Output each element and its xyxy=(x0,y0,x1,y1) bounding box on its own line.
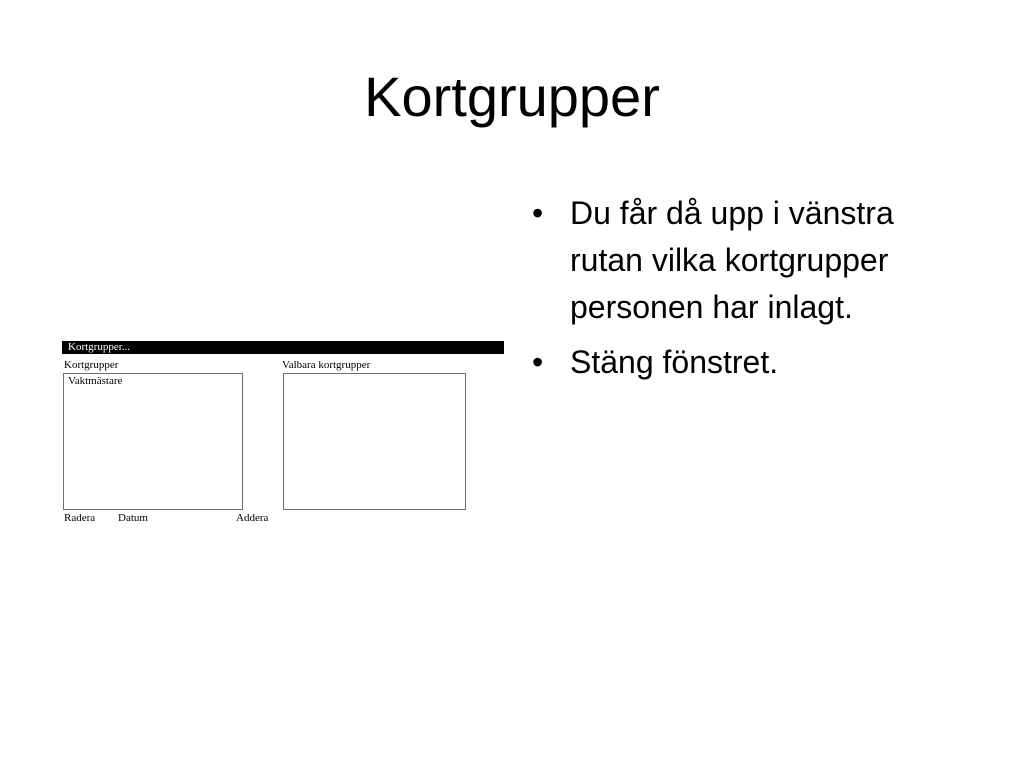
addera-button[interactable]: Addera xyxy=(236,512,269,524)
bullet-glyph: • xyxy=(532,195,544,231)
slide-title: Kortgrupper xyxy=(364,65,660,128)
kortgrupper-dialog xyxy=(62,340,504,530)
radera-button[interactable]: Radera xyxy=(64,512,96,524)
bullet-item xyxy=(532,190,972,331)
bullet-list xyxy=(532,190,972,394)
dialog-title: Kortgrupper... xyxy=(68,341,131,353)
left-list-label: Kortgrupper xyxy=(64,359,119,371)
bullet-item xyxy=(532,339,972,386)
dialog-titlebar[interactable] xyxy=(62,341,504,354)
bullet-text: Du får då upp i vänstra rutan vilka kortgrupper personen har inlagt. xyxy=(570,195,894,325)
bullet-glyph: • xyxy=(532,344,544,380)
kortgrupper-listbox[interactable] xyxy=(63,373,243,510)
list-item[interactable]: Vaktmästare xyxy=(68,375,123,387)
right-list-label: Valbara kortgrupper xyxy=(282,359,371,371)
valbara-kortgrupper-listbox[interactable] xyxy=(283,373,466,510)
datum-button[interactable]: Datum xyxy=(118,512,148,524)
bullet-text: Stäng fönstret. xyxy=(570,344,779,380)
